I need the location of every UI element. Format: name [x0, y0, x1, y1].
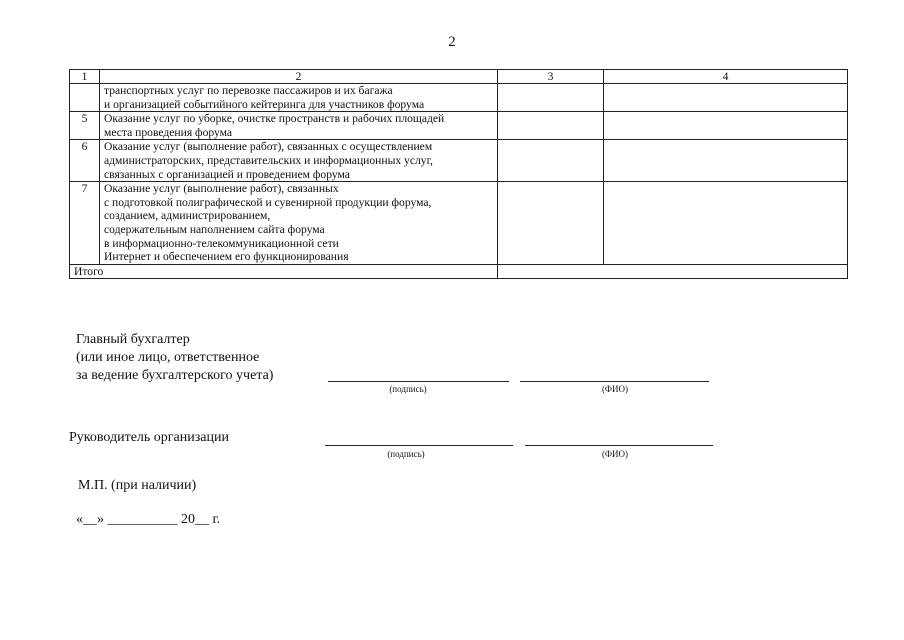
row-description-line: и организацией событийного кейтеринга для участников форума — [104, 97, 425, 111]
head-label: Руководитель организации — [69, 430, 229, 445]
row-description — [100, 84, 498, 112]
row-cell-4 — [604, 140, 848, 182]
table-row — [70, 140, 848, 182]
row-description-line: связанных с организацией и проведением форума — [104, 167, 350, 181]
chief-accountant-signature-line — [328, 381, 509, 382]
header-cell-2: 2 — [100, 70, 498, 84]
row-number — [70, 84, 100, 112]
row-description-line: транспортных услуг по перевозке пассажиров и их багажа — [104, 84, 393, 97]
row-cell-3 — [498, 84, 604, 112]
table-row — [70, 112, 848, 140]
row-description-line: администраторских, представительских и информационных услуг, — [104, 153, 433, 167]
head-name-caption: (ФИО) — [601, 449, 629, 459]
chief-accountant-label — [76, 331, 273, 385]
row-number: 6 — [70, 140, 100, 182]
page-number: 2 — [448, 34, 456, 50]
row-description-line: с подготовкой полиграфической и сувенирной продукции форума, — [104, 195, 432, 209]
row-cell-3 — [498, 182, 604, 265]
head-signature-line — [325, 445, 513, 446]
row-description — [100, 182, 498, 265]
chief-accountant-name-line — [520, 381, 709, 382]
chief-accountant-line: (или иное лицо, ответственное — [76, 350, 260, 365]
chief-accountant-line: Главный бухгалтер — [76, 332, 190, 347]
row-description — [100, 112, 498, 140]
row-description-line: места проведения форума — [104, 125, 233, 139]
header-cell-3: 3 — [498, 70, 604, 84]
row-description — [100, 140, 498, 182]
row-number: 5 — [70, 112, 100, 140]
table-header-row — [70, 70, 848, 84]
row-cell-3 — [498, 140, 604, 182]
table-row — [70, 182, 848, 265]
total-row — [70, 264, 848, 279]
row-description-line: в информационно-телекоммуникационной сети — [104, 236, 339, 250]
head-name-line — [525, 445, 713, 446]
row-description-line: Оказание услуг (выполнение работ), связанных — [104, 182, 339, 196]
row-cell-3 — [498, 112, 604, 140]
chief-accountant-name-caption: (ФИО) — [601, 384, 629, 394]
total-value — [498, 264, 848, 279]
row-description-line: созданием, администрированием, — [104, 209, 271, 223]
row-description-line: Оказание услуг (выполнение работ), связанных с осуществлением — [104, 140, 433, 154]
total-label: Итого — [70, 264, 498, 279]
row-description-line: Интернет и обеспечением его функционирования — [104, 250, 349, 264]
row-description-line: содержательным наполнением сайта форума — [104, 222, 325, 236]
head-signature-caption: (подпись) — [387, 449, 425, 459]
row-cell-4 — [604, 182, 848, 265]
stamp-label: М.П. (при наличии) — [78, 478, 197, 493]
date-line: «__» __________ 20__ г. — [76, 512, 221, 527]
header-cell-1: 1 — [70, 70, 100, 84]
chief-accountant-signature-caption: (подпись) — [389, 384, 427, 394]
header-cell-4: 4 — [604, 70, 848, 84]
row-cell-4 — [604, 84, 848, 112]
chief-accountant-line: за ведение бухгалтерского учета) — [76, 368, 274, 383]
row-description-line: Оказание услуг по уборке, очистке пространств и рабочих площадей — [104, 112, 445, 126]
row-cell-4 — [604, 112, 848, 140]
row-number: 7 — [70, 182, 100, 265]
table-row — [70, 84, 848, 112]
report-table — [69, 69, 848, 279]
